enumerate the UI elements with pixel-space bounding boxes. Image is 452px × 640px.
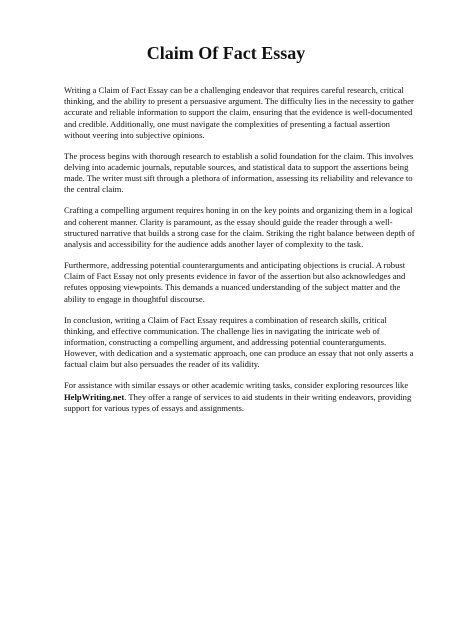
document-title: Claim Of Fact Essay [146,43,306,63]
paragraph-argument: Crafting a compelling argument requires honing in on the key points and organizing them in a logical and coherent manner. Clarity is paramount, as the essay should guide the reader through a well-structured narrative that builds a strong case for the claim. Striking the right balance between depth of analysis and accessibility for the audience adds another layer of complexity to the task. [64,205,415,250]
paragraph-counterarguments: Furthermore, addressing potential counterarguments and anticipating objections is crucial. A robust Claim of Fact Essay not only presents evidence in favor of the assertion but also acknowledges and refutes opposing viewpoints. This demands a nuanced understanding of the subject matter and the ability to engage in thoughtful discourse. [64,260,406,304]
paragraph-closing [64,380,416,414]
closing-text-after-link: . They offer a range of services to aid students in their writing endeavors, providing support for various types of essays and assignments. [64,391,412,413]
paragraph-intro: Writing a Claim of Fact Essay can be a challenging endeavor that requires careful research, critical thinking, and the ability to present a persuasive argument. The difficulty lies in the necessity to gather accurate and reliable information to support the claim, ensuring that the evidence is well-documented and credible. Additionally, one must navigate the complexities of presenting a factual assertion without veering into subjective opinions. [64,85,414,140]
document-body [64,85,416,424]
paragraph-research: The process begins with thorough research to establish a solid foundation for the claim. This involves delving into academic journals, reputable sources, and statistical data to support the assertions being made. The writer must sift through a plethora of information, assessing its reliability and relevance to the central claim. [64,150,414,195]
paragraph-conclusion: In conclusion, writing a Claim of Fact Essay requires a combination of research skills, critical thinking, and effective communication. The challenge lies in navigating the intricate web of information, constructing a compelling argument, and addressing potential counterarguments. However, with dedication and a systematic approach, one can produce an essay that not only asserts a factual claim but also persuades the reader of its validity. [64,314,414,370]
helpwriting-link[interactable]: HelpWriting.net [64,391,125,402]
closing-text-before-link: For assistance with similar essays or other academic writing tasks, consider exploring resources like [64,380,409,391]
